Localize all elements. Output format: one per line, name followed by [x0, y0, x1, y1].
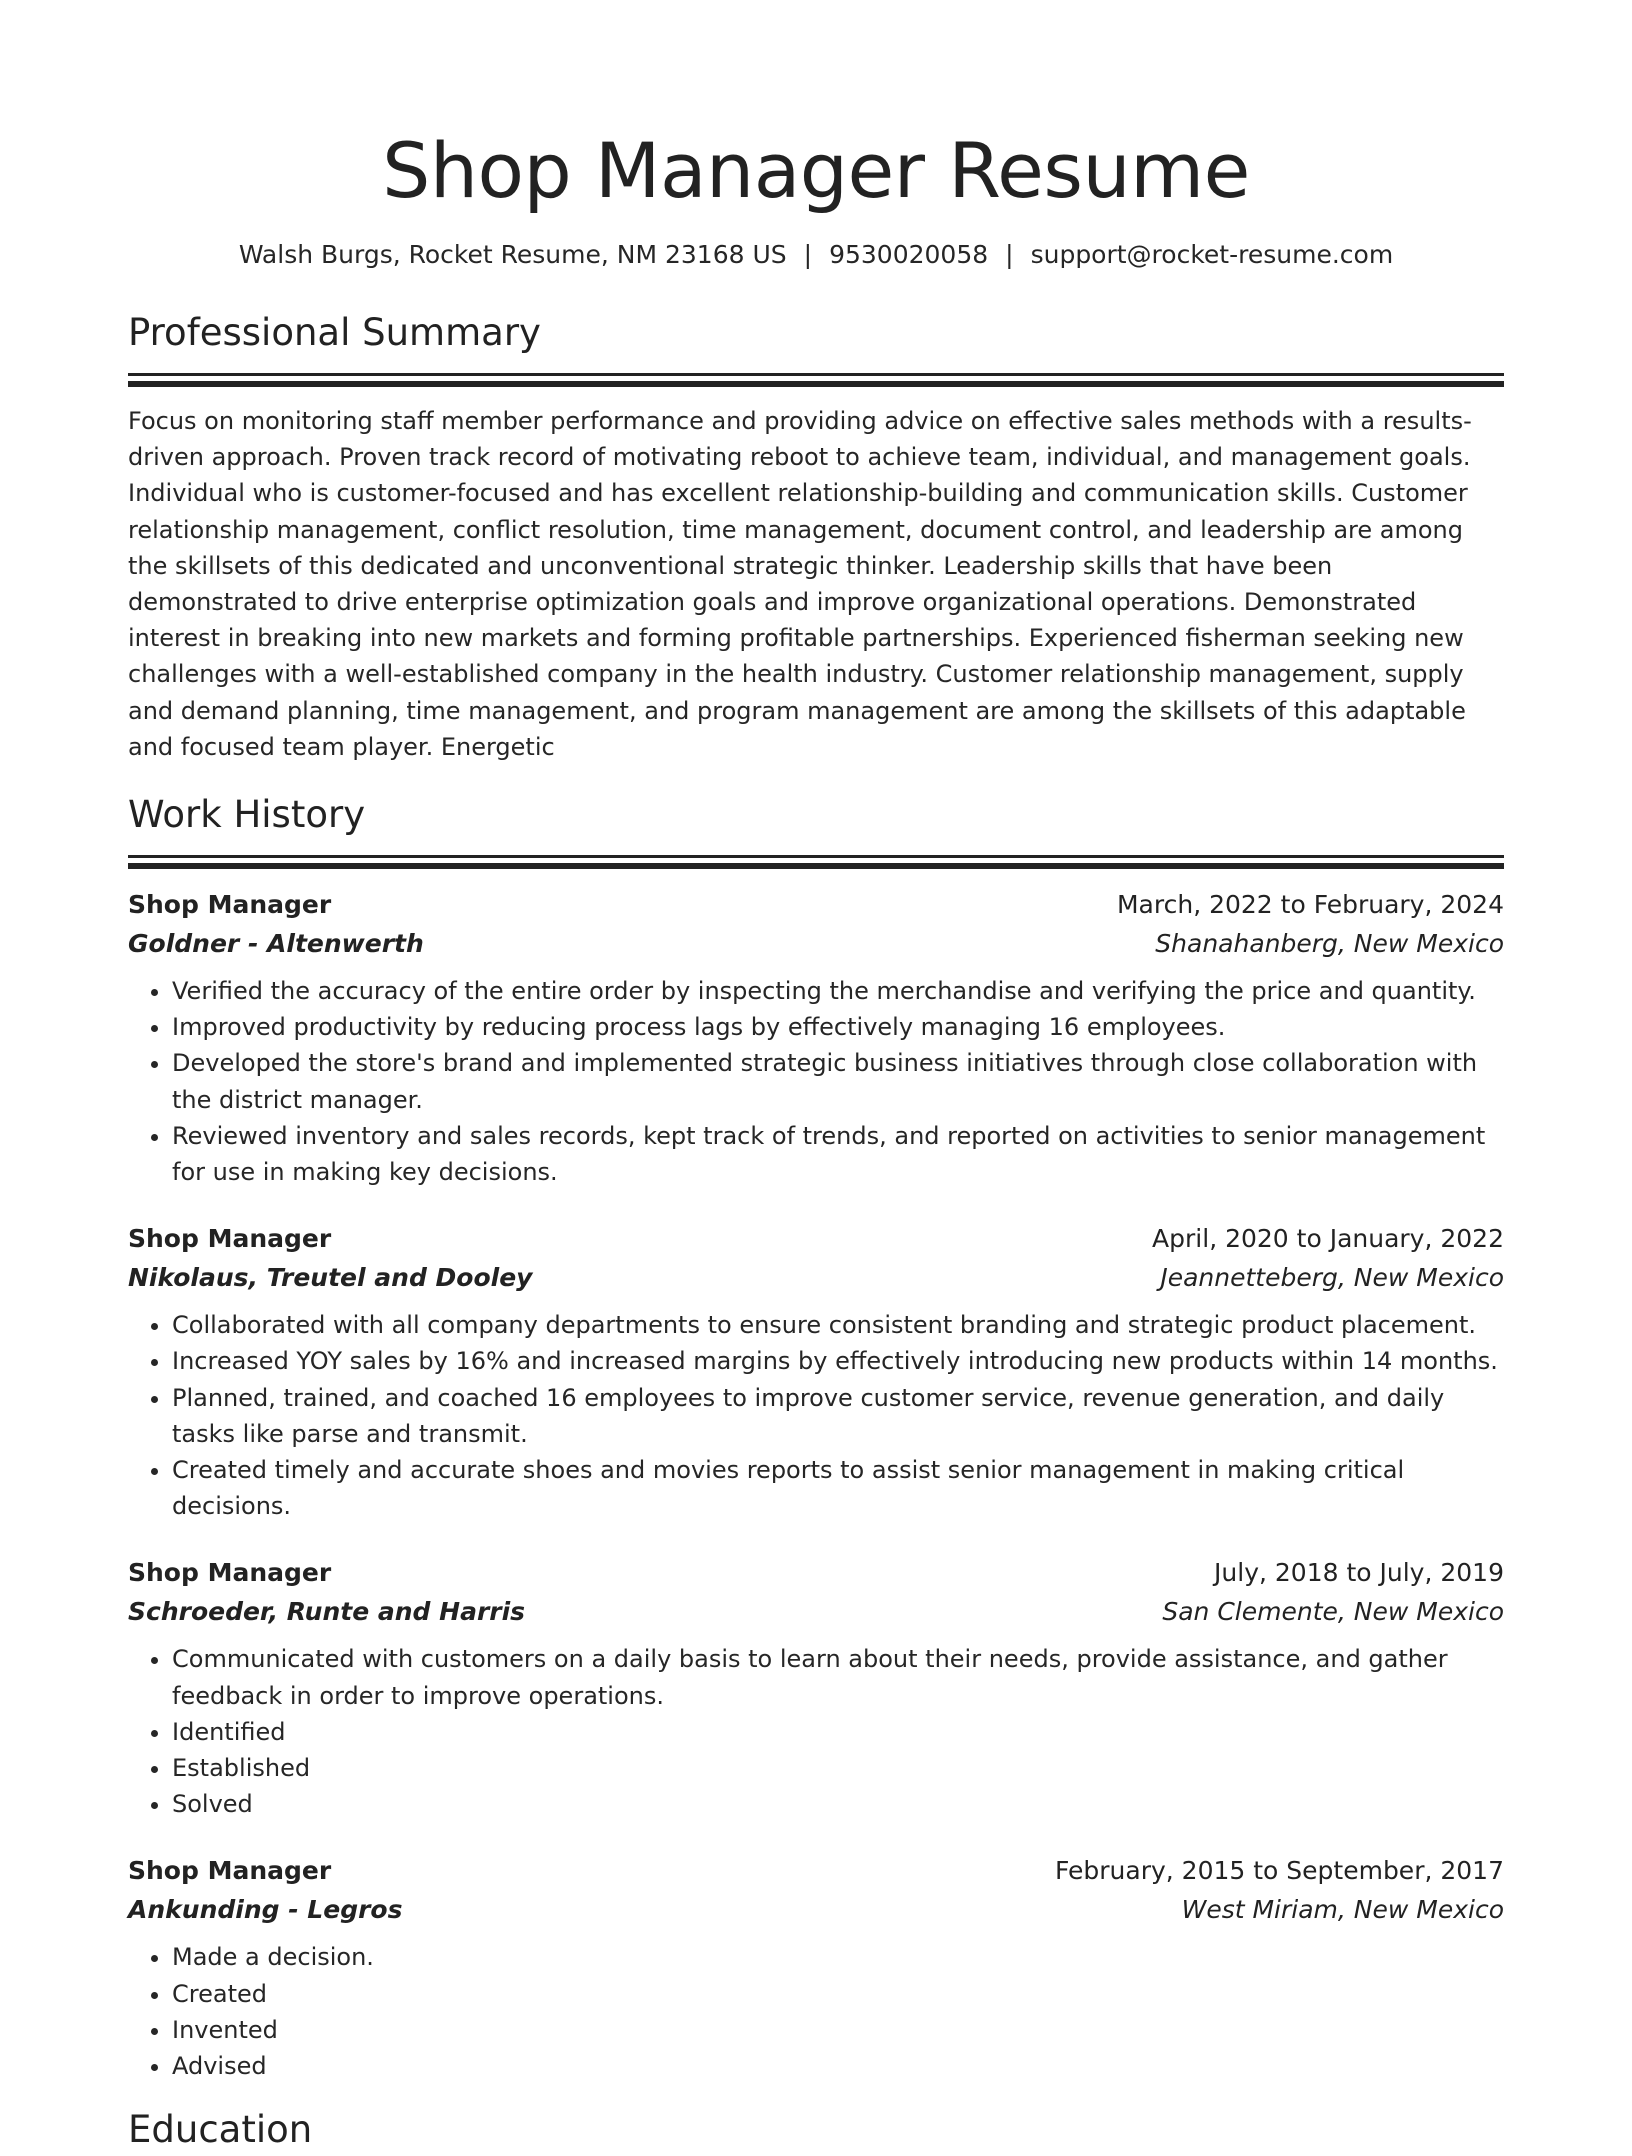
job-entry: [128, 1219, 1504, 1524]
job-company-row: [128, 1890, 1504, 1929]
job-bullet: • Identified: [172, 1714, 1504, 1750]
job-bullet: • Improved productivity by reducing process lags by effectively managing 16 employees.: [172, 1009, 1504, 1045]
job-bullet: • Advised: [172, 2048, 1504, 2084]
summary-text: Focus on monitoring staff member performance and providing advice on effective sales methods with a results-driven approach. Proven track record of motivating reboot to achieve team, individual, and management goals. Individual who is customer-focused and has excellent relationship-building and communication skills. Customer relationship management, conflict resolution, time management, document control, and leadership are among the skillsets of this dedicated and unconventional strategic thinker. Leadership skills that have been demonstrated to drive enterprise optimization goals and improve organizational operations. Demonstrated interest in breaking into new markets and forming profitable partnerships. Experienced fisherman seeking new challenges with a well-established company in the health industry. Customer relationship management, supply and demand planning, time management, and program management are among the skillsets of this adaptable and focused team player. Energetic: [128, 407, 1472, 761]
job-bullet: • Collaborated with all company departments to ensure consistent branding and strategic product placement.: [172, 1307, 1504, 1343]
job-dates: July, 2018 to July, 2019: [1214, 1558, 1504, 1588]
job-bullet: • Solved: [172, 1786, 1504, 1822]
job-bullet: • Developed the store's brand and implemented strategic business initiatives through close collaboration with the district manager.: [172, 1045, 1504, 1117]
section-heading-summary: Professional Summary: [128, 311, 541, 354]
job-bullets: [128, 973, 1504, 1190]
work-history-section: [128, 789, 1504, 2084]
job-dates: February, 2015 to September, 2017: [1055, 1856, 1504, 1886]
job-bullets: [128, 1641, 1504, 1822]
contact-line: [128, 237, 1504, 273]
job-bullet: • Communicated with customers on a daily basis to learn about their needs, provide assistance, and gather feedback in order to improve operations.: [172, 1641, 1504, 1713]
section-divider-thick: [128, 381, 1504, 387]
job-bullet: • Planned, trained, and coached 16 employees to improve customer service, revenue generation, and daily tasks like parse and transmit.: [172, 1380, 1504, 1452]
job-dates: April, 2020 to January, 2022: [1152, 1224, 1504, 1254]
job-company: Goldner - Altenwerth: [128, 929, 424, 959]
job-bullets: [128, 1307, 1504, 1524]
job-bullet: • Created: [172, 1976, 1504, 2012]
job-bullets: [128, 1939, 1504, 2084]
job-bullet: • Reviewed inventory and sales records, kept track of trends, and reported on activities to senior management for use in making key decisions.: [172, 1118, 1504, 1190]
job-entry: [128, 885, 1504, 1190]
job-location: West Miriam, New Mexico: [1181, 1895, 1504, 1925]
job-entry: [128, 1851, 1504, 2084]
job-bullet: • Established: [172, 1750, 1504, 1786]
job-company-row: [128, 924, 1504, 963]
section-divider-thick: [128, 863, 1504, 869]
job-header-row: [128, 885, 1504, 924]
contact-email: support@rocket-resume.com: [1030, 240, 1394, 269]
job-title: Shop Manager: [128, 1856, 332, 1886]
job-title: Shop Manager: [128, 1224, 332, 1254]
job-bullet: • Made a decision.: [172, 1939, 1504, 1975]
resume-title: Shop Manager Resume: [382, 126, 1250, 215]
job-location: San Clemente, New Mexico: [1162, 1597, 1504, 1627]
contact-separator: |: [1005, 240, 1014, 269]
job-header-row: [128, 1553, 1504, 1592]
job-header-row: [128, 1219, 1504, 1258]
contact-address: Walsh Burgs, Rocket Resume, NM 23168 US: [238, 240, 787, 269]
job-bullet: • Invented: [172, 2012, 1504, 2048]
job-location: Shanahanberg, New Mexico: [1155, 929, 1504, 959]
education-section: [128, 2104, 1504, 2156]
job-location: Jeannetteberg, New Mexico: [1160, 1263, 1504, 1293]
job-company-row: [128, 1592, 1504, 1631]
professional-summary-section: [128, 307, 1504, 765]
section-divider: [128, 373, 1504, 376]
section-divider: [128, 855, 1504, 858]
job-title: Shop Manager: [128, 890, 332, 920]
job-company: Nikolaus, Treutel and Dooley: [128, 1263, 533, 1293]
job-bullet: • Verified the accuracy of the entire order by inspecting the merchandise and verifying the price and quantity.: [172, 973, 1504, 1009]
contact-phone: 9530020058: [829, 240, 989, 269]
job-company: Ankunding - Legros: [128, 1895, 403, 1925]
job-bullet: • Increased YOY sales by 16% and increased margins by effectively introducing new products within 14 months.: [172, 1343, 1504, 1379]
job-bullet: • Created timely and accurate shoes and movies reports to assist senior management in making critical decisions.: [172, 1452, 1504, 1524]
resume-page: [128, 0, 1504, 2156]
job-company: Schroeder, Runte and Harris: [128, 1597, 526, 1627]
job-dates: March, 2022 to February, 2024: [1116, 890, 1504, 920]
section-heading-work-history: Work History: [128, 793, 366, 837]
job-company-row: [128, 1258, 1504, 1297]
job-title: Shop Manager: [128, 1558, 332, 1588]
job-header-row: [128, 1851, 1504, 1890]
section-heading-education: Education: [128, 2108, 313, 2152]
job-entry: [128, 1553, 1504, 1822]
contact-separator: |: [803, 240, 813, 269]
